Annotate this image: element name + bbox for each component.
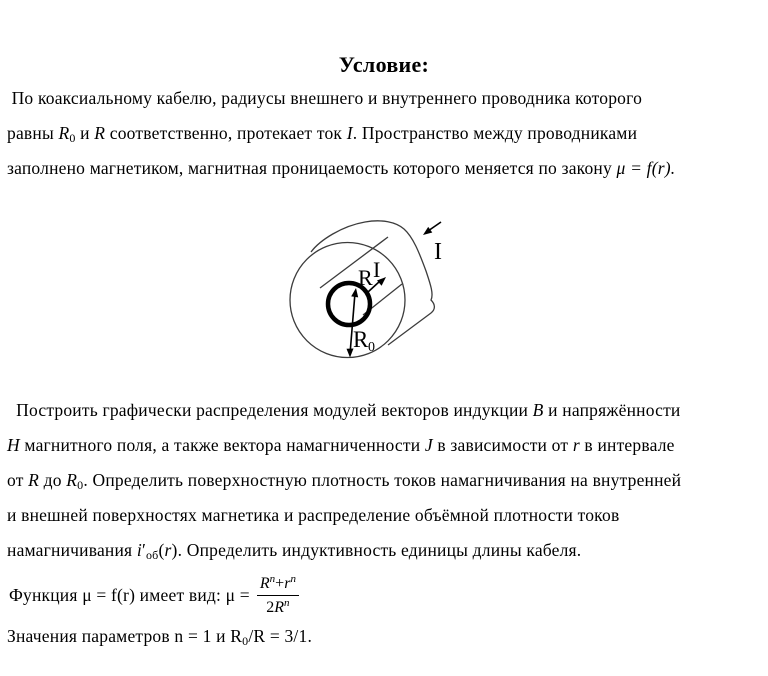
fraction-denominator	[266, 596, 289, 618]
text-segment: r	[164, 540, 172, 560]
text-segment: n	[284, 596, 290, 609]
outer-current-label: I	[434, 239, 442, 265]
text-segment: B	[532, 400, 544, 420]
formula-prefix	[9, 585, 250, 606]
text-segment: μ = f(r).	[616, 158, 676, 178]
text-segment: от	[7, 470, 29, 490]
text-segment: R	[66, 470, 78, 490]
text-segment: заполнено магнетиком, магнитная проницаемость которого меняется по закону	[7, 158, 617, 178]
text-line	[7, 116, 768, 151]
problem-title: Условие:	[338, 52, 430, 77]
text-segment: в интервале	[579, 435, 675, 455]
text-segment: R	[94, 123, 106, 143]
mu-fraction	[257, 573, 299, 618]
text-segment: /R = 3/1.	[248, 626, 313, 646]
text-segment: )	[171, 540, 178, 560]
coaxial-cable-diagram	[0, 205, 768, 380]
text-line	[7, 81, 768, 116]
text-segment: равны	[7, 123, 59, 143]
text-segment: R	[58, 123, 70, 143]
inner-radius-label: R	[358, 265, 373, 290]
text-segment: J	[424, 435, 433, 455]
text-segment: r	[284, 574, 291, 592]
text-segment: +	[275, 574, 285, 592]
text-line	[7, 393, 768, 428]
text-segment: i	[136, 540, 142, 560]
text-segment: 0	[77, 478, 84, 492]
text-line	[7, 428, 768, 463]
text-segment: и внешней поверхностях магнетика и распределение объёмной плотности токов	[7, 505, 620, 525]
parameters-line	[7, 619, 768, 654]
text-segment: R	[274, 598, 285, 616]
text-segment: n	[269, 572, 276, 585]
text-segment: об	[145, 548, 159, 562]
text-segment: соответственно, протекает ток	[105, 123, 347, 143]
text-segment: 0	[69, 131, 76, 145]
text-segment: I	[346, 123, 353, 143]
text-segment: . Пространство между проводниками	[352, 123, 638, 143]
text-segment: намагничивания	[7, 540, 137, 560]
text-segment: ′	[141, 540, 146, 560]
text-line	[7, 151, 768, 186]
paragraph-intro	[7, 81, 768, 186]
text-segment: r	[572, 435, 580, 455]
text-segment: H	[7, 435, 20, 455]
cylinder-outline	[311, 221, 434, 345]
text-line	[7, 498, 768, 533]
inner-current-label: I	[373, 257, 381, 282]
text-segment: R	[28, 470, 40, 490]
outer-conductor-circle	[290, 243, 405, 358]
text-segment: и напряжённости	[543, 400, 681, 420]
text-segment: Функция μ = f(r) имеет вид: μ =	[9, 584, 250, 605]
text-segment: n	[290, 572, 296, 585]
paragraph-task	[7, 393, 768, 568]
text-segment: и	[75, 123, 95, 143]
text-segment: R	[259, 574, 270, 592]
text-segment: (	[158, 540, 165, 560]
formula-line	[9, 567, 299, 623]
outer-radius-label: R	[353, 327, 369, 352]
text-segment: Значения параметров n = 1 и R	[7, 626, 243, 646]
text-segment: магнитного поля, а также вектора намагниченности	[19, 435, 425, 455]
text-segment: По коаксиальному кабелю, радиусы внешнего и внутреннего проводника которого	[7, 88, 643, 108]
text-line	[7, 463, 768, 498]
text-segment: 0	[242, 634, 249, 648]
outer-radius-sub-label: 0	[368, 340, 375, 355]
text-line	[7, 533, 768, 568]
text-segment: в зависимости от	[432, 435, 573, 455]
text-segment: . Определить поверхностную плотность токов намагничивания на внутренней	[83, 470, 682, 490]
fraction-numerator	[257, 573, 299, 596]
text-segment: . Определить индуктивность единицы длины кабеля.	[177, 540, 582, 560]
text-segment: до	[39, 470, 67, 490]
text-segment: Построить графически распределения модулей векторов индукции	[7, 400, 533, 420]
text-segment: 2	[266, 598, 275, 616]
